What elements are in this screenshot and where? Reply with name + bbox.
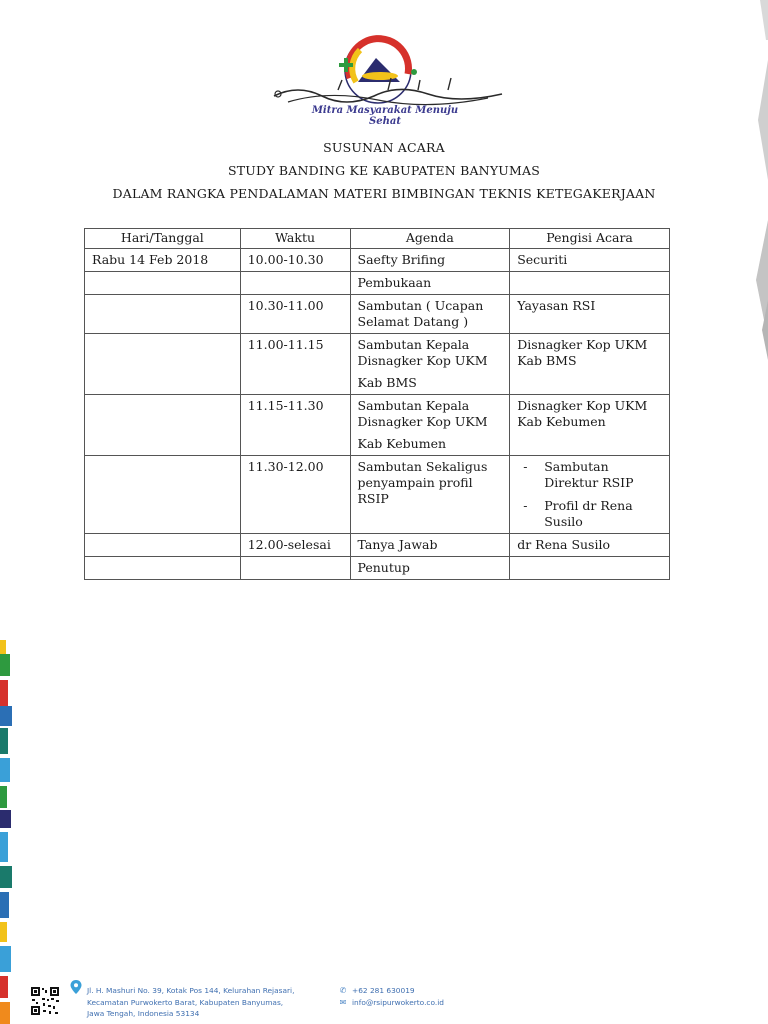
table-row bbox=[85, 249, 670, 272]
map-pin-icon bbox=[70, 980, 82, 994]
cell-date bbox=[85, 395, 241, 456]
cell-date bbox=[85, 334, 241, 395]
mail-icon: ✉ bbox=[339, 997, 347, 1007]
table-row bbox=[85, 334, 670, 395]
list-item: - Sambutan Direktur RSIP bbox=[523, 459, 634, 490]
logo-tagline: Mitra Masyarakat Menuju Sehat bbox=[311, 105, 459, 127]
cell-speaker: Yayasan RSI bbox=[510, 295, 670, 334]
cell-date bbox=[85, 557, 241, 580]
cell-date: Rabu 14 Feb 2018 bbox=[85, 249, 241, 272]
address-line: Jawa Tengah, Indonesia 53134 bbox=[87, 1009, 200, 1018]
phone-text: +62 281 630019 bbox=[352, 986, 415, 995]
table-row bbox=[85, 456, 670, 534]
cell-time: 11.15-11.30 bbox=[240, 395, 350, 456]
title-line-3: DALAM RANGKA PENDALAMAN MATERI BIMBINGAN TEKNIS KETEGAKERJAAN bbox=[112, 186, 656, 201]
cell-speaker: dr Rena Susilo bbox=[510, 534, 670, 557]
cell-agenda: Penutup bbox=[350, 557, 510, 580]
cell-agenda: Saefty Brifing bbox=[350, 249, 510, 272]
cell-speaker bbox=[510, 272, 670, 295]
speaker-item-text: Sambutan Direktur RSIP bbox=[544, 459, 634, 490]
schedule-table bbox=[84, 228, 670, 580]
header-agenda: Agenda bbox=[350, 229, 510, 249]
email-link[interactable]: info@rsipurwokerto.co.id bbox=[352, 997, 444, 1007]
cell-speaker: Disnagker Kop UKM Kab Kebumen bbox=[510, 395, 670, 456]
table-row bbox=[85, 395, 670, 456]
cell-speaker bbox=[510, 456, 670, 534]
phone-row bbox=[337, 985, 537, 997]
title-line-1: SUSUNAN ACARA bbox=[323, 140, 445, 155]
cell-agenda bbox=[350, 395, 510, 456]
qr-code-icon bbox=[30, 986, 60, 1016]
cell-time: 12.00-selesai bbox=[240, 534, 350, 557]
cell-speaker: Disnagker Kop UKM Kab BMS bbox=[510, 334, 670, 395]
footer-contact bbox=[337, 985, 537, 1008]
cell-speaker bbox=[510, 557, 670, 580]
header-speaker: Pengisi Acara bbox=[510, 229, 670, 249]
cell-date bbox=[85, 534, 241, 557]
address-line: Kecamatan Purwokerto Barat, Kabupaten Banyumas, bbox=[87, 997, 284, 1007]
cell-date bbox=[85, 272, 241, 295]
cell-time: 11.30-12.00 bbox=[240, 456, 350, 534]
cell-date bbox=[85, 456, 241, 534]
footer-address bbox=[87, 985, 337, 1020]
agenda-extra-text: Kab Kebumen bbox=[357, 436, 447, 451]
cell-speaker: Securiti bbox=[510, 249, 670, 272]
cell-time: 10.00-10.30 bbox=[240, 249, 350, 272]
agenda-main-text: Sambutan Kepala Disnagker Kop UKM bbox=[357, 337, 488, 368]
email-row bbox=[337, 997, 537, 1009]
cell-time bbox=[240, 272, 350, 295]
agenda-main-text: Sambutan Kepala Disnagker Kop UKM bbox=[357, 398, 488, 429]
agenda-extra-text: Kab BMS bbox=[357, 375, 417, 390]
cell-time bbox=[240, 557, 350, 580]
speaker-item-text: Profil dr Rena Susilo bbox=[544, 498, 633, 529]
table-row bbox=[85, 557, 670, 580]
table-row bbox=[85, 295, 670, 334]
header-time: Waktu bbox=[240, 229, 350, 249]
speaker-list bbox=[517, 459, 662, 530]
cell-date bbox=[85, 295, 241, 334]
phone-icon: ✆ bbox=[339, 986, 347, 995]
cell-time: 10.30-11.00 bbox=[240, 295, 350, 334]
list-item: - Profil dr Rena Susilo bbox=[523, 498, 633, 529]
table-row bbox=[85, 272, 670, 295]
cell-agenda: Sambutan ( Ucapan Selamat Datang ) bbox=[350, 295, 510, 334]
title-line-2: STUDY BANDING KE KABUPATEN BANYUMAS bbox=[227, 163, 540, 178]
cell-agenda: Sambutan Sekaligus penyampain profil RSIP bbox=[350, 456, 510, 534]
table-header-row bbox=[85, 229, 670, 249]
cell-time: 11.00-11.15 bbox=[240, 334, 350, 395]
cell-agenda: Pembukaan bbox=[350, 272, 510, 295]
document-titles bbox=[84, 136, 684, 205]
cell-agenda: Tanya Jawab bbox=[350, 534, 510, 557]
right-edge-decoration bbox=[754, 0, 768, 360]
address-line: Jl. H. Mashuri No. 39, Kotak Pos 144, Kelurahan Rejasari, bbox=[87, 986, 295, 995]
page-footer bbox=[0, 980, 768, 1024]
table-row bbox=[85, 534, 670, 557]
left-edge-decoration bbox=[0, 640, 16, 1024]
header-date: Hari/Tanggal bbox=[85, 229, 241, 249]
cell-agenda bbox=[350, 334, 510, 395]
